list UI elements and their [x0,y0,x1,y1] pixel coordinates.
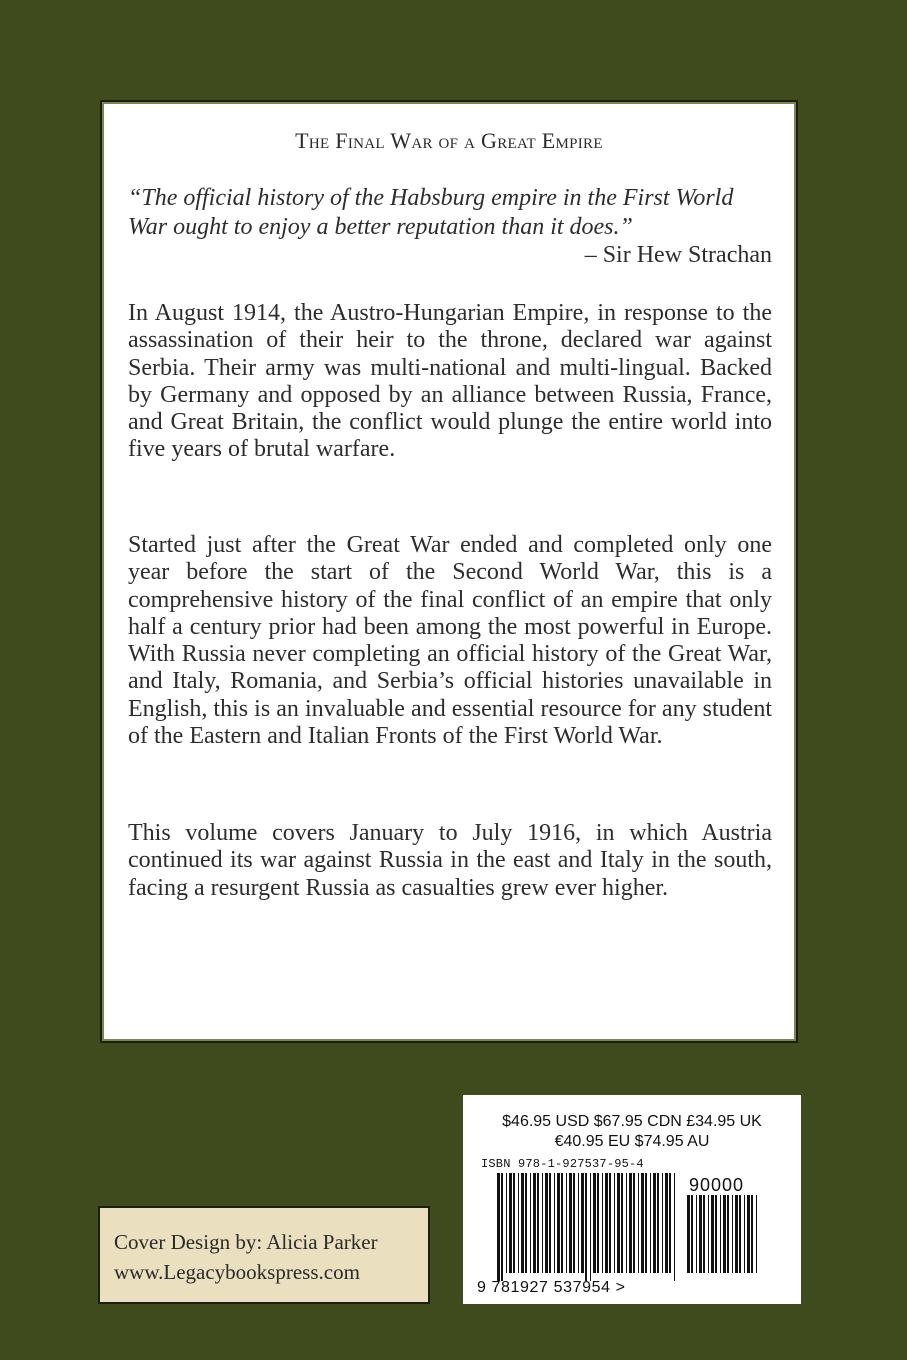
barcode-bar [554,1173,555,1273]
barcode-bar [629,1173,632,1273]
barcode-bar [699,1195,702,1273]
description-paragraph-3: This volume covers January to July 1916, in which Austria continued its war against Russia in the east and Italy in the south, facing a resurgent Russia as casualties grew ever higher. [128,820,772,901]
blurb-quote: “The official history of the Habsburg empire in the First World War ought to enjoy a better reputation than it does.” [128,185,734,240]
barcode-bar [617,1173,620,1273]
barcode-bar [533,1173,536,1273]
back-cover-text-panel [100,100,798,1043]
addon-barcode-icon [687,1195,759,1281]
barcode-bar [585,1173,587,1281]
barcode-bar [727,1195,729,1273]
barcode-bar [708,1195,709,1273]
barcode-bar [521,1173,524,1273]
quote-attribution: – Sir Hew Strachan [584,242,772,268]
barcode-bar [581,1173,584,1273]
barcode-bar [703,1195,705,1273]
barcode-bar [569,1173,572,1273]
barcode-bar [653,1173,656,1273]
barcode-bar [735,1195,738,1273]
barcode-bar [545,1173,548,1273]
barcode-bar [669,1173,671,1273]
barcode-bar [747,1195,750,1273]
barcode-bar [561,1173,563,1273]
barcode-bar [549,1173,551,1273]
barcode-bar [650,1173,651,1273]
barcode-bar [696,1195,697,1273]
barcode-bar [626,1173,627,1273]
barcode-bar [665,1173,668,1273]
barcode-bar [525,1173,527,1273]
barcode-bar [756,1195,757,1273]
description-paragraph-2: Started just after the Great War ended and completed only one year before the start of the Second World War, this is a comprehensive history of the final conflict of an empire that only half a century prior had been among the most powerful in Europe. With Russia never completing an official history of the Great War, and Italy, Romania, and Serbia’s official histories unavailable in English, this is an invaluable and essential resource for any student of the Eastern and Italian Fronts of the First World War. [128,532,772,750]
price-addon-code: 90000 [689,1175,745,1195]
barcode-bar [605,1173,608,1273]
barcode-bar [645,1173,647,1273]
barcode-bar [513,1173,515,1273]
barcode-bar [590,1173,591,1281]
barcode-bar [633,1173,635,1273]
barcode-bar [641,1173,644,1273]
barcode-bar [518,1173,519,1273]
description-paragraph-1: In August 1914, the Austro-Hungarian Empire, in response to the assassination of their heir to the throne, declared war against Serbia. Their army was multi-national and multi-lingual. Backed by Germany and opposed by an alliance between Russia, France, and Great Britain, the conflict would plunge the entire world into five years of brutal warfare. [128,300,772,463]
barcode-panel [463,1095,801,1304]
isbn-barcode-icon [497,1173,679,1281]
barcode-bar [542,1173,543,1273]
barcode-bar [711,1195,714,1273]
barcode-bar [614,1173,615,1273]
barcode-bar [691,1195,693,1273]
barcode-bar [530,1173,531,1273]
barcode-bar [657,1173,659,1273]
barcode-bar [739,1195,741,1273]
publisher-website: www.Legacybookspress.com [114,1260,360,1284]
barcode-bar [609,1173,611,1273]
barcode-bar [566,1173,567,1273]
barcode-bar [602,1173,603,1273]
barcode-bar [497,1173,500,1281]
barcode-bar [621,1173,623,1273]
barcode-bar [593,1173,596,1273]
barcode-bar [751,1195,753,1273]
barcode-bar [674,1173,675,1281]
barcode-bar [506,1173,507,1273]
barcode-bar [573,1173,575,1273]
barcode-bar [578,1173,579,1273]
cover-credit-box [98,1206,430,1304]
price-line-2: €40.95 EU $74.95 AU [554,1133,710,1150]
barcode-bar [744,1195,745,1273]
barcode-bar [537,1173,539,1273]
barcode-bar [557,1173,560,1273]
barcode-digits: 9 781927 537954 > [477,1279,626,1296]
barcode-bar [597,1173,599,1273]
heading: The Final War of a Great Empire [295,128,603,153]
barcode-bar [687,1195,690,1273]
barcode-bar [662,1173,663,1273]
barcode-bar [715,1195,717,1273]
barcode-bar [732,1195,733,1273]
cover-designer: Cover Design by: Alicia Parker [114,1230,378,1254]
barcode-bar [720,1195,721,1273]
price-line-1: $46.95 USD $67.95 CDN £34.95 UK [502,1113,762,1130]
barcode-bar [638,1173,639,1273]
barcode-bar [509,1173,512,1273]
barcode-bar [723,1195,726,1273]
barcode-bar [501,1173,503,1281]
isbn-text: ISBN 978-1-927537-95-4 [481,1157,644,1171]
